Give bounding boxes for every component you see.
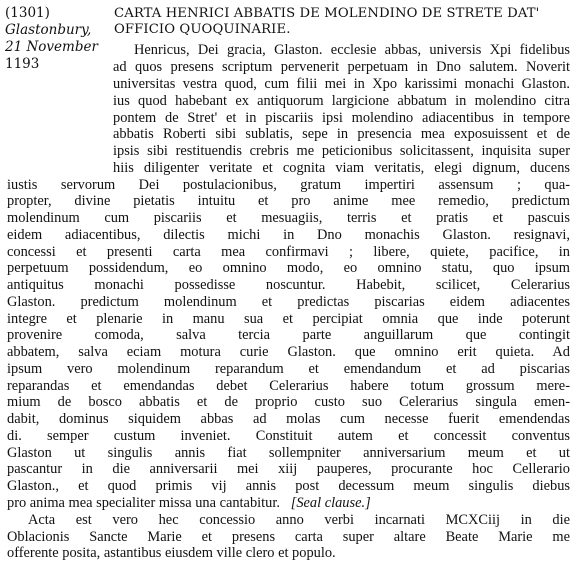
text-line: molendinum cum piscariis et mesuagiis, terris et pratis et pascuis: [7, 210, 570, 226]
text-line: Glaston., et quod primis vij annis post decessum meum singulis diebus: [7, 478, 570, 494]
charter-place: Glastonbury,: [5, 22, 92, 38]
text-line: Henricus, Dei gracia, Glaston. ecclesie abbas, universis Xpi fidelibus: [134, 42, 570, 58]
text-line: iustis servorum Dei postulacionibus, gratum impertiri assensum ; qua-: [7, 177, 570, 193]
text-line: ad quos presens scriptum pervenerit perpetuam in Dno salutem. Noverit: [113, 59, 570, 75]
text-line: perpetuum possidendum, eo omnino modo, eo omnino statu, quo ipsum: [7, 260, 570, 276]
text-line: ipsum vero molendinum reparandum et emendandum et ad piscarias: [7, 361, 570, 377]
heading-line: OFFICIO QUOQUINARIE.: [114, 22, 291, 37]
text-line: ius quod habebant ex antiquorum largicione abbatum in molendino citra: [113, 93, 570, 109]
text-line-last: [7, 495, 371, 512]
text-line: propter, divine pietatis intuitu et pro anime mee remedio, predictum: [7, 193, 570, 209]
text-line: pro anima mea specialiter missa una cantabitur.: [7, 495, 280, 511]
text-line: dabit, dominus siquidem abbas ad molas cum necesse fuerit emendendas: [7, 411, 570, 427]
text-line: Glaston. predictum molendinum et predictas piscarias eidem adiacentes: [7, 294, 570, 310]
text-line: reparandas et emendandas debet Celerarius habere totum grossum mere-: [7, 378, 570, 394]
text-line: ipsis sibi restituendis crebris me peticionibus solicitassent, inquisita super: [113, 143, 570, 159]
text-line: abbatem, salva eciam motura curie Glaston. que omnino erit quieta. Ad: [7, 344, 570, 360]
text-line: pascantur in die anniversarii mei xiij pauperes, procurante hoc Cellerario: [7, 461, 570, 477]
text-line: mium de bosco abbatis et de proprio custo suo Celerarius singula emen-: [7, 394, 570, 410]
charter-heading: [114, 6, 570, 38]
text-line: Acta est vero hec concessio anno verbi incarnati MCXCiij in die: [28, 512, 570, 528]
text-line: integre et plenarie in manu sua et percipiat omnia que inde poterunt: [7, 311, 570, 327]
charter-date: 21 November: [5, 39, 98, 55]
text-line: concessi et presenti carta mea confirmavi ; libere, quiete, pacifice, in: [7, 244, 570, 260]
margin-note: [5, 5, 105, 73]
text-line: offerente posita, astantibus eiusdem ville clero et populo.: [7, 545, 336, 561]
text-line: provenire comoda, salva tercia parte anguillarum que contingit: [7, 327, 570, 343]
text-line: Glaston ut singulis annis fiat sollempniter anniversarium meum et ut: [7, 445, 570, 461]
text-line: Oblacionis Sancte Marie et presens carta super altare Beate Marie me: [7, 529, 570, 545]
text-line: universitas vestra quod, cum filii mei in Xpo karissimi monachi Glaston.: [113, 76, 570, 92]
charter-year: 1193: [5, 56, 40, 72]
seal-clause: [Seal clause.]: [290, 495, 371, 511]
text-line: antiquitus monachi possedisse noscuntur. Habebit, scilicet, Celerarius: [7, 277, 570, 293]
text-line: hiis diligenter veritate et cognita viam veritatis, elegi dignum, ducens: [113, 160, 570, 176]
text-line: di. semper custum inveniet. Constituit autem et concessit conventus: [7, 428, 570, 444]
text-line: abbatis Roberti sibi sublatis, sepe in presencia mea exposuissent et de: [113, 126, 570, 142]
text-line: eidem adiacentibus, dilectis michi in Dno monachis Glaston. resignavi,: [7, 227, 570, 243]
heading-line: CARTA HENRICI ABBATIS DE MOLENDINO DE STRETE DAT': [114, 6, 540, 21]
text-line: pontem de Stret' et in piscariis ipsi molendino adiacentibus in tempore: [113, 110, 570, 126]
charter-number: (1301): [5, 5, 50, 21]
